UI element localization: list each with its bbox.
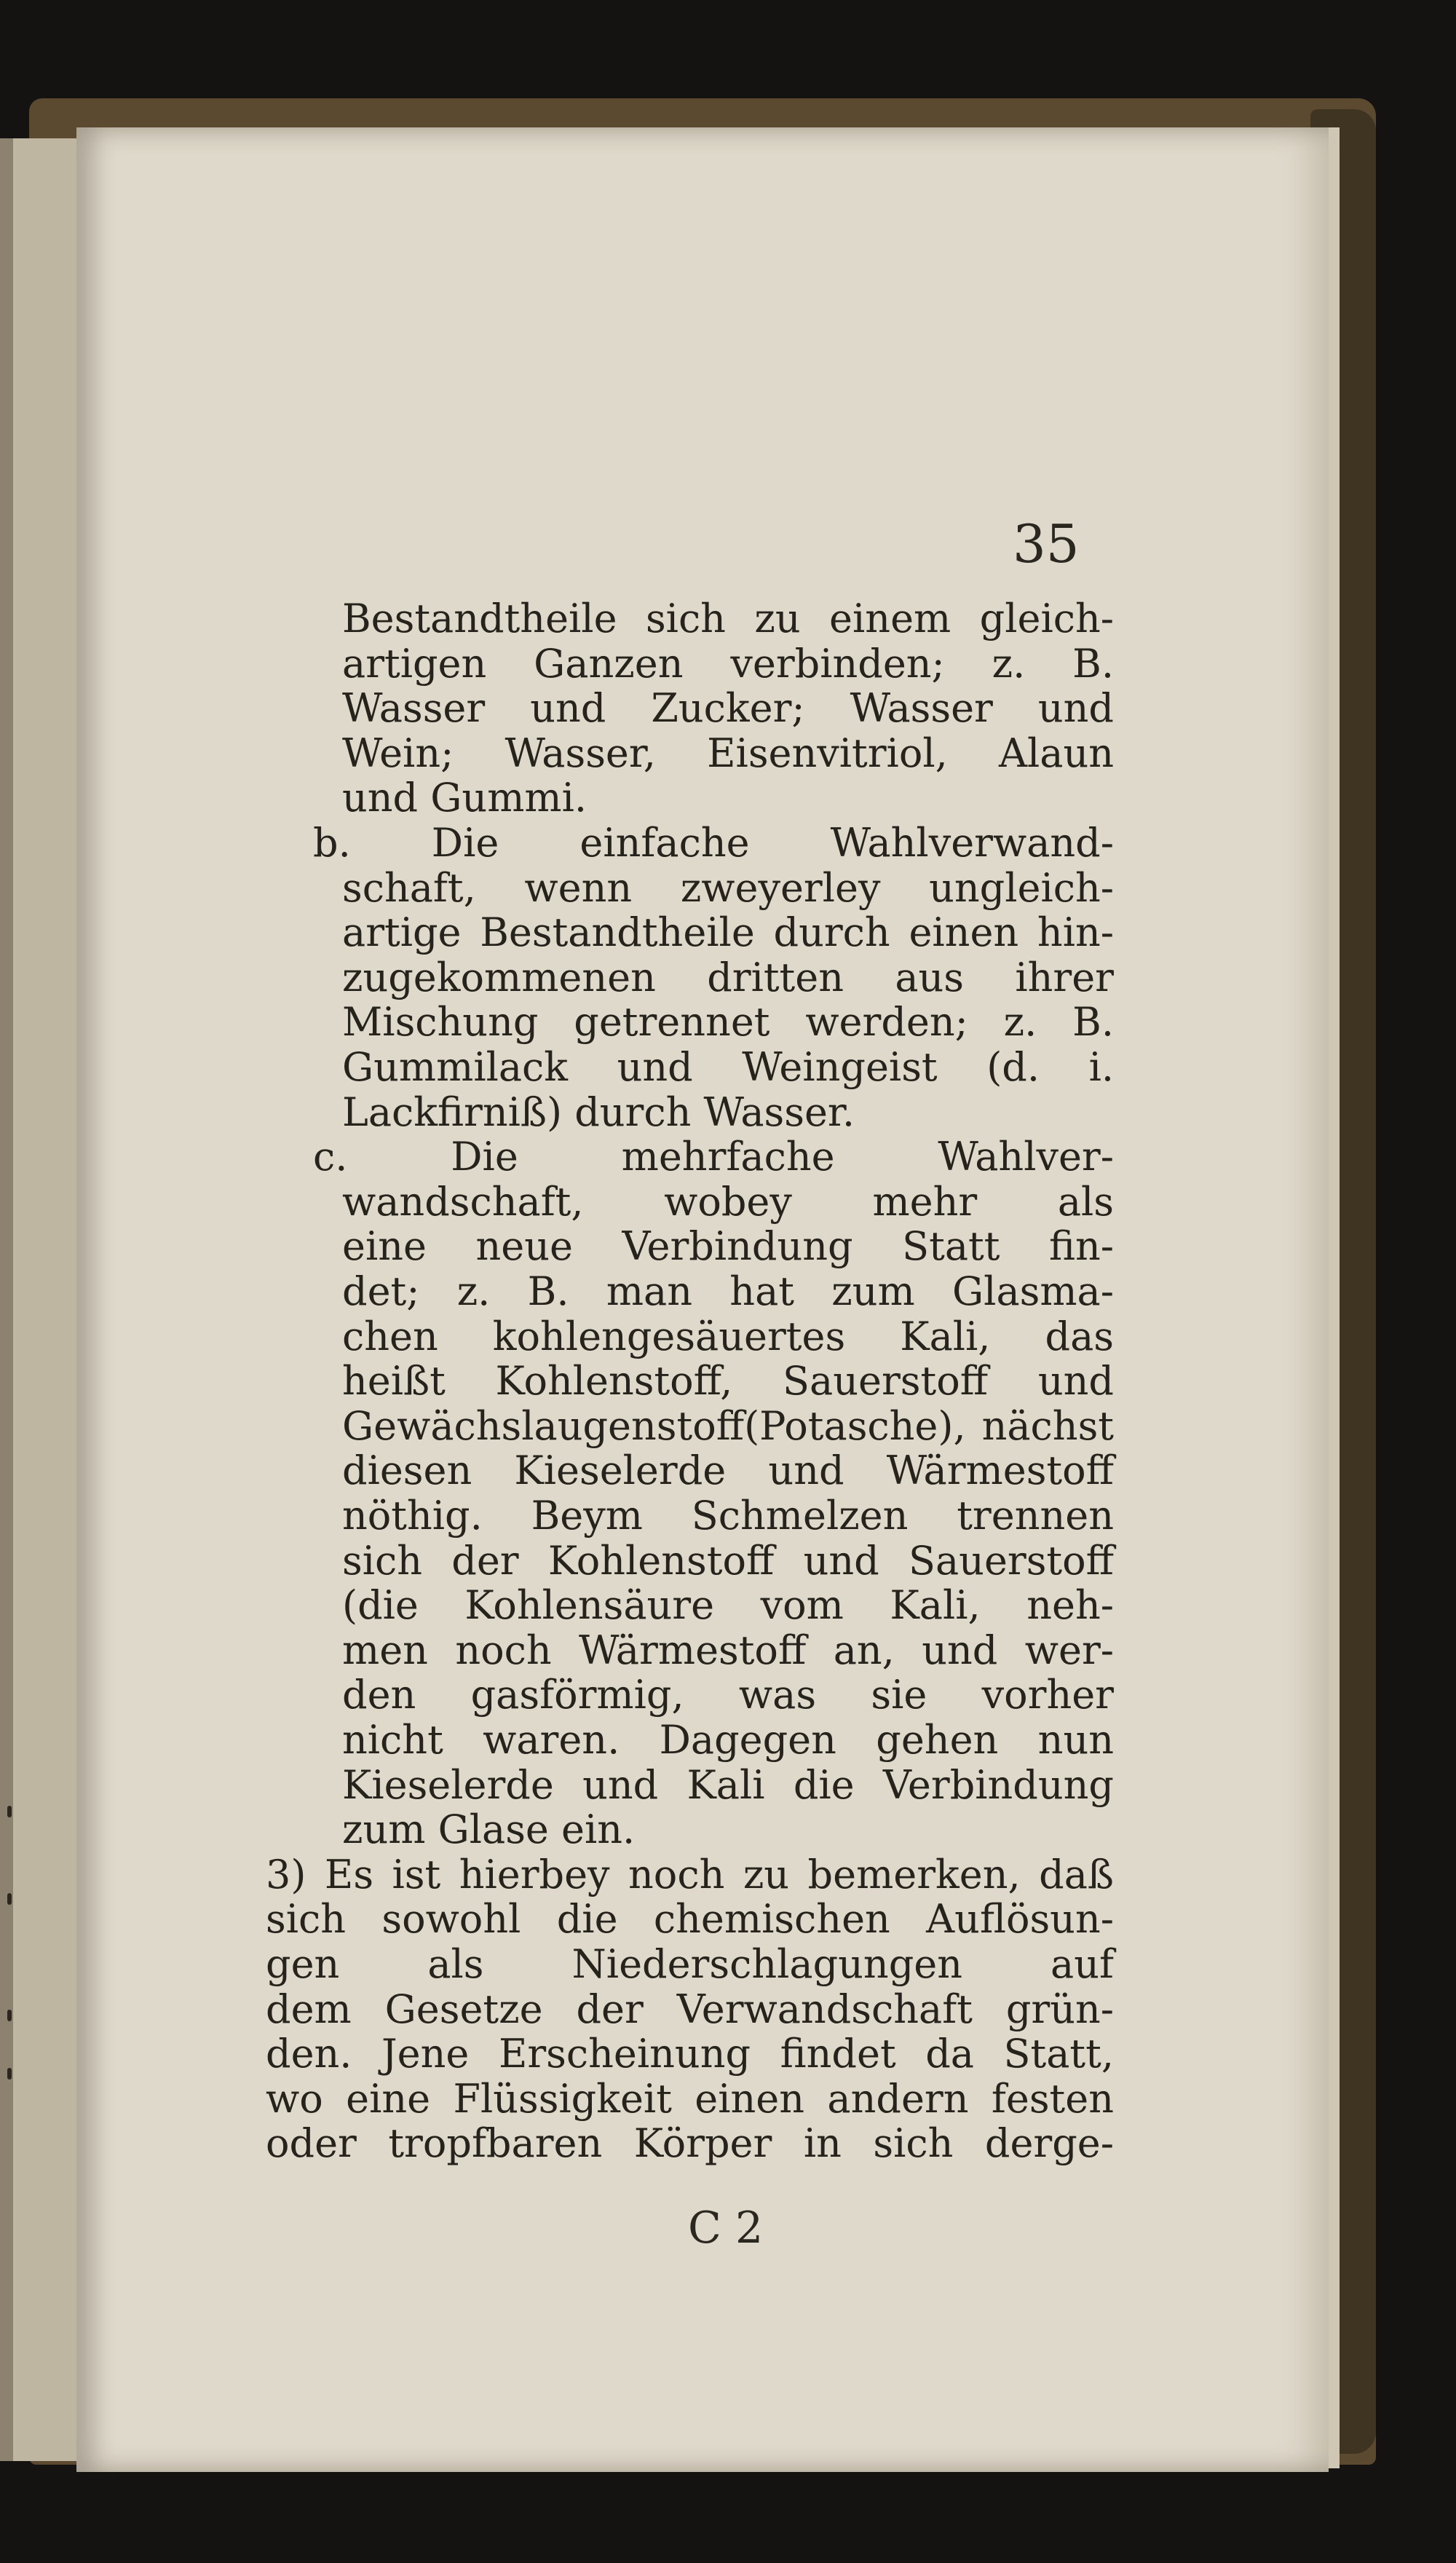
text-line: Kieselerde und Kali die Verbindung: [342, 1761, 1114, 1808]
text-line: schaft, wenn zweyerley ungleich-: [342, 864, 1114, 911]
text-line: Wasser und Zucker; Wasser und: [342, 685, 1114, 732]
text-line: Mischung getrennet werden; z. B.: [342, 999, 1114, 1046]
text-line: Gummilack und Weingeist (d. i.: [342, 1044, 1114, 1090]
text-line: b. Die einfache Wahlverwand-: [313, 820, 1114, 866]
text-line: wandschaft, wobey mehr als: [342, 1178, 1114, 1225]
text-line: zum Glase ein.: [342, 1806, 636, 1853]
text-line: Bestandtheile sich zu einem gleich-: [342, 596, 1114, 641]
ink-mark: [7, 2010, 12, 2021]
text-line: sich sowohl die chemischen Auflösun-: [266, 1896, 1114, 1943]
text-line: und Gummi.: [342, 775, 587, 821]
text-line: dem Gesetze der Verwandschaft grün-: [266, 1986, 1114, 2032]
text-line: Gewächslaugenstoff(Potasche), nächst: [342, 1402, 1114, 1449]
ink-mark: [7, 2068, 12, 2080]
text-line: den gasförmig, was sie vorher: [342, 1672, 1114, 1718]
text-line: c. Die mehrfache Wahlver-: [313, 1134, 1114, 1180]
text-line: zugekommenen dritten aus ihrer: [342, 954, 1114, 1000]
text-line: (die Kohlensäure vom Kali, neh-: [342, 1582, 1114, 1629]
facing-page-marks: [7, 1806, 22, 2097]
text-line: det; z. B. man hat zum Glasma-: [342, 1268, 1114, 1314]
page-number: 35: [1013, 513, 1080, 574]
signature-mark: C 2: [688, 2203, 764, 2254]
book-page: [76, 127, 1329, 2472]
text-line: den. Jene Erscheinung findet da Statt,: [266, 2031, 1114, 2077]
ink-mark: [7, 1806, 12, 1817]
text-line: artige Bestandtheile durch einen hin-: [342, 909, 1114, 956]
text-line: Lackfirniß) durch Wasser.: [342, 1089, 855, 1135]
text-line: artigen Ganzen verbinden; z. B.: [342, 640, 1114, 687]
text-line: nöthig. Beym Schmelzen trennen: [342, 1493, 1114, 1539]
text-line: Wein; Wasser, Eisenvitriol, Alaun: [342, 730, 1114, 776]
text-line: heißt Kohlenstoff, Sauerstoff und: [342, 1358, 1114, 1405]
book-gutter: [0, 138, 13, 2461]
text-line: wo eine Flüssigkeit einen andern festen: [266, 2075, 1114, 2122]
text-line: oder tropfbaren Körper in sich derge-: [266, 2120, 1114, 2167]
text-line: eine neue Verbindung Statt fin-: [342, 1223, 1114, 1270]
text-line: 3) Es ist hierbey noch zu bemerken, daß: [266, 1851, 1114, 1897]
ink-mark: [7, 1893, 12, 1905]
text-line: gen als Niederschlagungen auf: [266, 1941, 1114, 1987]
text-line: nicht waren. Dagegen gehen nun: [342, 1717, 1114, 1763]
text-line: sich der Kohlenstoff und Sauerstoff: [342, 1537, 1114, 1584]
text-line: diesen Kieselerde und Wärmestoff: [342, 1448, 1114, 1494]
text-line: chen kohlengesäuertes Kali, das: [342, 1313, 1114, 1359]
text-line: men noch Wärmestoff an, und wer-: [342, 1627, 1114, 1673]
